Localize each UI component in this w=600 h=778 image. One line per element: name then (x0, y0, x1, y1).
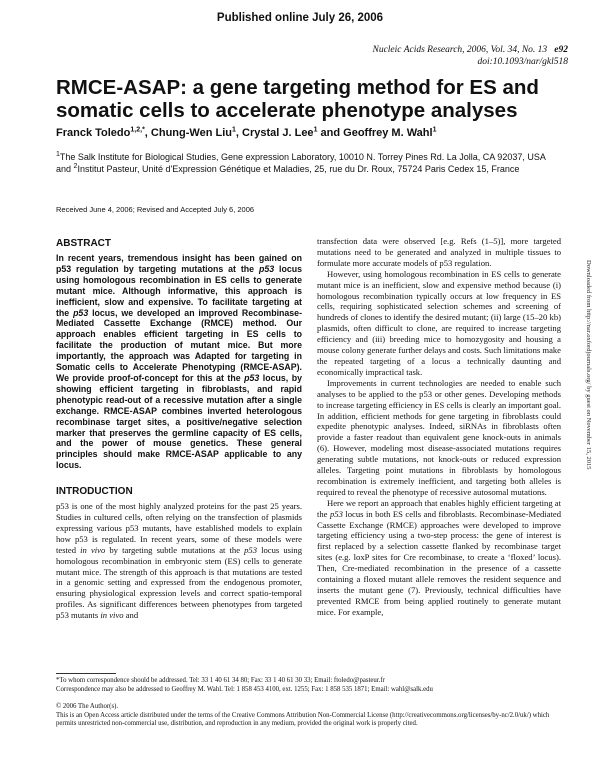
article-title (56, 76, 556, 122)
affiliations (56, 152, 556, 175)
author-affiliation-mark: 1 (231, 126, 236, 134)
author-list (56, 127, 436, 139)
title-line-1: RMCE-ASAP: a gene targeting method for ES and (56, 76, 539, 99)
introduction-heading: INTRODUCTION (56, 486, 133, 498)
affiliation-mark: 2 (73, 162, 78, 170)
affiliation-mark: 1 (56, 151, 60, 158)
license-statement: This is an Open Access article distributed under the terms of the Creative Commons Attribution Non-Commercial License (http://creativecommons.org/licenses/by-nc/2.0/uk/) which permits unrestricted non-commercial use, distribution, and reproduction in any medium, provided the original work is properly cited. (56, 712, 550, 728)
download-stamp-text: Downloaded from http://nar.oxfordjournals.org/ by guest on November 15, 2015 (585, 260, 592, 470)
author-affiliation-mark: 1,2, (130, 126, 143, 134)
right-column (317, 236, 561, 618)
doi: doi:10.1093/nar/gkl518 (477, 57, 568, 67)
author-name: Franck Toledo (56, 127, 131, 139)
author-separator: , (235, 127, 243, 139)
download-stamp (584, 260, 594, 600)
article-number: e92 (554, 45, 568, 55)
footnote-correspondence-1: *To whom correspondence should be addressed. Tel: 33 1 40 61 34 80; Fax: 33 1 40 61 30 33; Email: ftoledo@pasteur.fr (56, 677, 385, 684)
footnote-divider (56, 673, 116, 674)
body-paragraph: However, using homologous recombination in ES cells to generate mutant mice is an inefficient, slow and expensive method because (i) homologous recombination typically occurs at low frequency in ES cells, requiring sophisticated selection schemes and screening of hundreds of clones to identify the desired mutant; (ii) large (15–20 kb) plasmids, often difficult to clone, are required to increase targeting efficiency and (iii) breeding mice to homozygosity and housing a mouse colony generate further delays and costs. Such limitations make the repeated targeting of a locus a technically daunting and economically impractical task. (317, 268, 561, 377)
copyright-line: © 2006 The Author(s). (56, 703, 119, 710)
body-paragraph: Here we report an approach that enables highly efficient targeting at the p53 locus in both ES cells and fibroblasts. Recombinase-Mediated Cassette Exchange (RMCE) approaches were developed to improve targeting efficiency using a two-step process: the gene of interest is first replaced by a selection cassette flanked by recombinase target sites (e.g. loxP sites for Cre recombinase, to create a ‘floxed’ locus). Then, Cre-mediated recombination in the presence of a cassette containing a floxed mutant allele removes the resident sequence and inserts the mutant gene (7). Previously, technical difficulties have prevented RMCE from being applied routinely to generate mutant mice. For example, (317, 497, 562, 617)
author-name: Chung-Wen Liu (150, 127, 232, 139)
affiliation-text: The Salk Institute for Biological Studies, Gene expression Laboratory, 10010 N. Torrey Pines Rd. La Jolla, CA 92037, USA and (56, 152, 546, 174)
introduction-paragraph: p53 is one of the most highly analyzed proteins for the past 25 years. Studies in cultured cells, often relying on the transfection of plasmids expressing various p53 mutants, have established models to explain how p53 is regulated. In recent years, some of these models were tested in vivo by targeting subtle mutations at the p53 locus using homologous recombination in embryonic stem (ES) cells to generate mutant mice. The strength of this approach is that mutations are tested in a genomic setting and expressed from the endogenous promoter, ensuring physiological expression levels and correct spatio-temporal profiles. As significant differences between phenotypes from targeted p53 mutants in vivo and (56, 501, 302, 621)
affiliation-text: Institut Pasteur, Unité d'Expression Génétique et Maladies, 25, rue du Dr. Roux, 75724 Paris Cedex 15, France (77, 163, 520, 174)
author-affiliation-mark: 1 (432, 126, 437, 134)
footnote-correspondence-2: Correspondence may also be addressed to Geoffrey M. Wahl. Tel: 1 858 453 4100, ext. 1255; Fax: 1 858 535 1871; Email: wahl@salk.edu (56, 686, 433, 693)
corresponding-mark: * (142, 126, 145, 134)
author-name: Geoffrey M. Wahl (343, 127, 433, 139)
body-paragraph: transfection data were observed [e.g. Refs (1–5)], more targeted mutations need to be generated and analyzed in multiple tissues to formulate more accurate models of p53 regulation. (317, 236, 561, 268)
journal-line: Nucleic Acids Research, 2006, Vol. 34, No. 13 (372, 45, 548, 55)
abstract-heading: ABSTRACT (56, 238, 111, 249)
body-paragraph: Improvements in current technologies are needed to enable such analyses to be applied to the p53 or other genes. Developing methods to increase targeting efficiency in ES cells is clearly an important goal. In addition, efficient methods for gene targeting in fibroblasts could expedite phenotypic analyses. Indeed, siRNAs in fibroblasts often provide a faster readout than equivalent gene knock-outs in animals (6). However, modeling most disease-associated mutations requires generating subtle mutations, not knock-outs or reduced expression alleles. Targeting point mutations in fibroblasts by homologous recombination is extremely inefficient, and targeting both alleles is required to reveal the phenotype of recessive autosomal mutations. (317, 377, 561, 497)
received-dates: Received June 4, 2006; Revised and Accepted July 6, 2006 (56, 205, 255, 214)
left-column (56, 238, 302, 621)
author-affiliation-mark: 1 (313, 126, 318, 134)
author-separator: , (144, 127, 151, 139)
author-separator: and (317, 127, 344, 139)
author-name: Crystal J. Lee (242, 127, 314, 139)
published-date: Published online July 26, 2006 (216, 12, 384, 24)
journal-citation (372, 44, 568, 68)
abstract-text: In recent years, tremendous insight has been gained on p53 regulation by targeting mutations at the p53 locus using homologous recombination in ES cells to generate mutant mice. Although informative, this approach is inefficient, slow and expensive. To facilitate targeting at the p53 locus, we developed an improved Recombinase-Mediated Cassette Exchange (RMCE) method. Our approach enables efficient targeting in ES cells to facilitate the production of mutant mice. But more importantly, the approach was Adapted for targeting in Somatic cells to Accelerate Phenotyping (RMCE-ASAP). We provide proof-of-concept for this at the p53 locus, by showing efficient targeting in fibroblasts, and rapid phenotypic read-out of a recessive mutation after a single exchange. RMCE-ASAP combines inverted heterologous recombinase target sites, a positive/negative selection marker that preserves the germline capacity of ES cells, and the power of mouse genetics. These general principles should make RMCE-ASAP applicable to any locus. (56, 253, 303, 471)
title-line-2: somatic cells to accelerate phenotype analyses (56, 99, 518, 122)
